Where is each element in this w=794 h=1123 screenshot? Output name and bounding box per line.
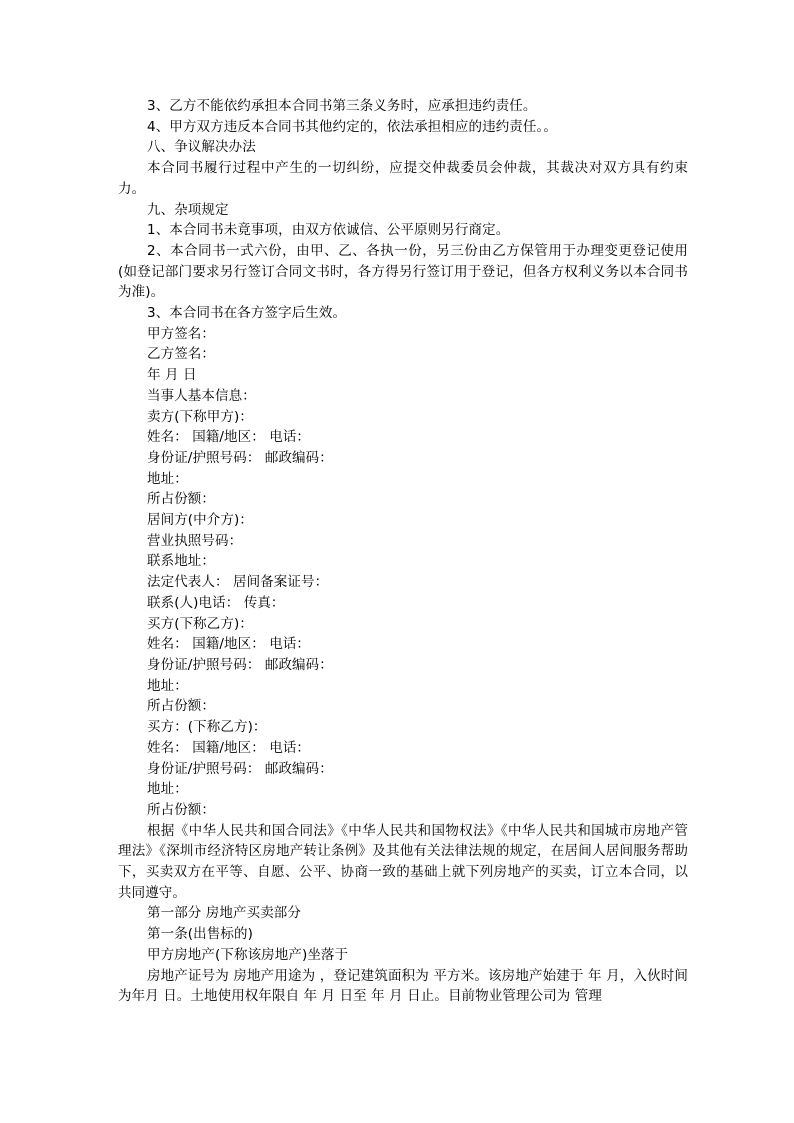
paragraph: 身份证/护照号码： 邮政编码： <box>147 449 333 466</box>
paragraph: 八、争议解决办法 <box>147 139 256 156</box>
paragraph: 姓名： 国籍/地区： 电话： <box>147 636 311 653</box>
paragraph: 地址： <box>147 470 188 487</box>
paragraph: 地址： <box>147 677 188 694</box>
paragraph: 营业执照号码： <box>147 532 243 549</box>
paragraph: 年 月 日 <box>147 367 197 384</box>
paragraph: 当事人基本信息： <box>147 387 256 404</box>
paragraph: 联系(人)电话： 传真： <box>147 594 285 611</box>
paragraph: 所占份额： <box>147 491 215 508</box>
paragraph: 房地产证号为 房地产用途为 ，登记建筑面积为 平方米。该房地产始建于 年 月，入伙时间为年月 日。土地使用权年限自 年 月 日至 年 月 日止。目前物业管理公司为 管理 <box>118 967 688 1005</box>
paragraph: 身份证/护照号码： 邮政编码： <box>147 656 333 673</box>
paragraph: 所占份额： <box>147 698 215 715</box>
paragraph: 买方：(下称乙方)： <box>147 719 267 736</box>
paragraph: 所占份额： <box>147 801 215 818</box>
paragraph: 4、甲方双方违反本合同书其他约定的，依法承担相应的违约责任。。 <box>147 118 557 135</box>
paragraph: 3、乙方不能依约承担本合同书第三条义务时，应承担违约责任。 <box>147 98 537 114</box>
paragraph: 1、本合同书未竟事项，由双方依诚信、公平原则另行商定。 <box>147 222 510 239</box>
paragraph: 九、杂项规定 <box>147 201 229 218</box>
paragraph: 姓名： 国籍/地区： 电话： <box>147 429 311 446</box>
paragraph: 甲方签名： <box>147 325 215 342</box>
paragraph: 第一条(出售标的) <box>147 926 253 943</box>
paragraph: 乙方签名： <box>147 346 215 363</box>
paragraph: 法定代表人： 居间备案证号： <box>147 574 329 591</box>
paragraph: 买方(下称乙方)： <box>147 615 253 632</box>
paragraph: 3、本合同书在各方签字后生效。 <box>147 305 347 322</box>
paragraph: 甲方房地产(下称该房地产)坐落于 <box>147 946 349 963</box>
paragraph: 身份证/护照号码： 邮政编码： <box>147 760 333 777</box>
paragraph: 姓名： 国籍/地区： 电话： <box>147 739 311 756</box>
paragraph: 根据《中华人民共和国合同法》《中华人民共和国物权法》《中华人民共和国城市房地产管理法》《深圳市经济特区房地产转让条例》及其他有关法律法规的规定，在居间人居间服务帮助下，买卖双方在平等、自愿、公平、协商一致的基础上就下列房地产的买卖，订立本合同，以共同遵守。 <box>118 822 688 901</box>
paragraph: 居间方(中介方)： <box>147 512 253 529</box>
paragraph: 联系地址： <box>147 553 215 570</box>
contract-text <box>118 96 688 1007</box>
paragraph: 卖方(下称甲方)： <box>147 408 253 425</box>
paragraph: 第一部分 房地产买卖部分 <box>147 905 301 922</box>
paragraph: 地址： <box>147 781 188 798</box>
paragraph: 2、本合同书一式六份，由甲、乙、各执一份，另三份由乙方保管用于办理变更登记使用(如登记部门要求另行签订合同文书时，各方得另行签订用于登记，但各方权利义务以本合同书为准)。 <box>118 242 688 301</box>
paragraph: 本合同书履行过程中产生的一切纠纷，应提交仲裁委员会仲裁，其裁决对双方具有约束力。 <box>118 160 688 197</box>
